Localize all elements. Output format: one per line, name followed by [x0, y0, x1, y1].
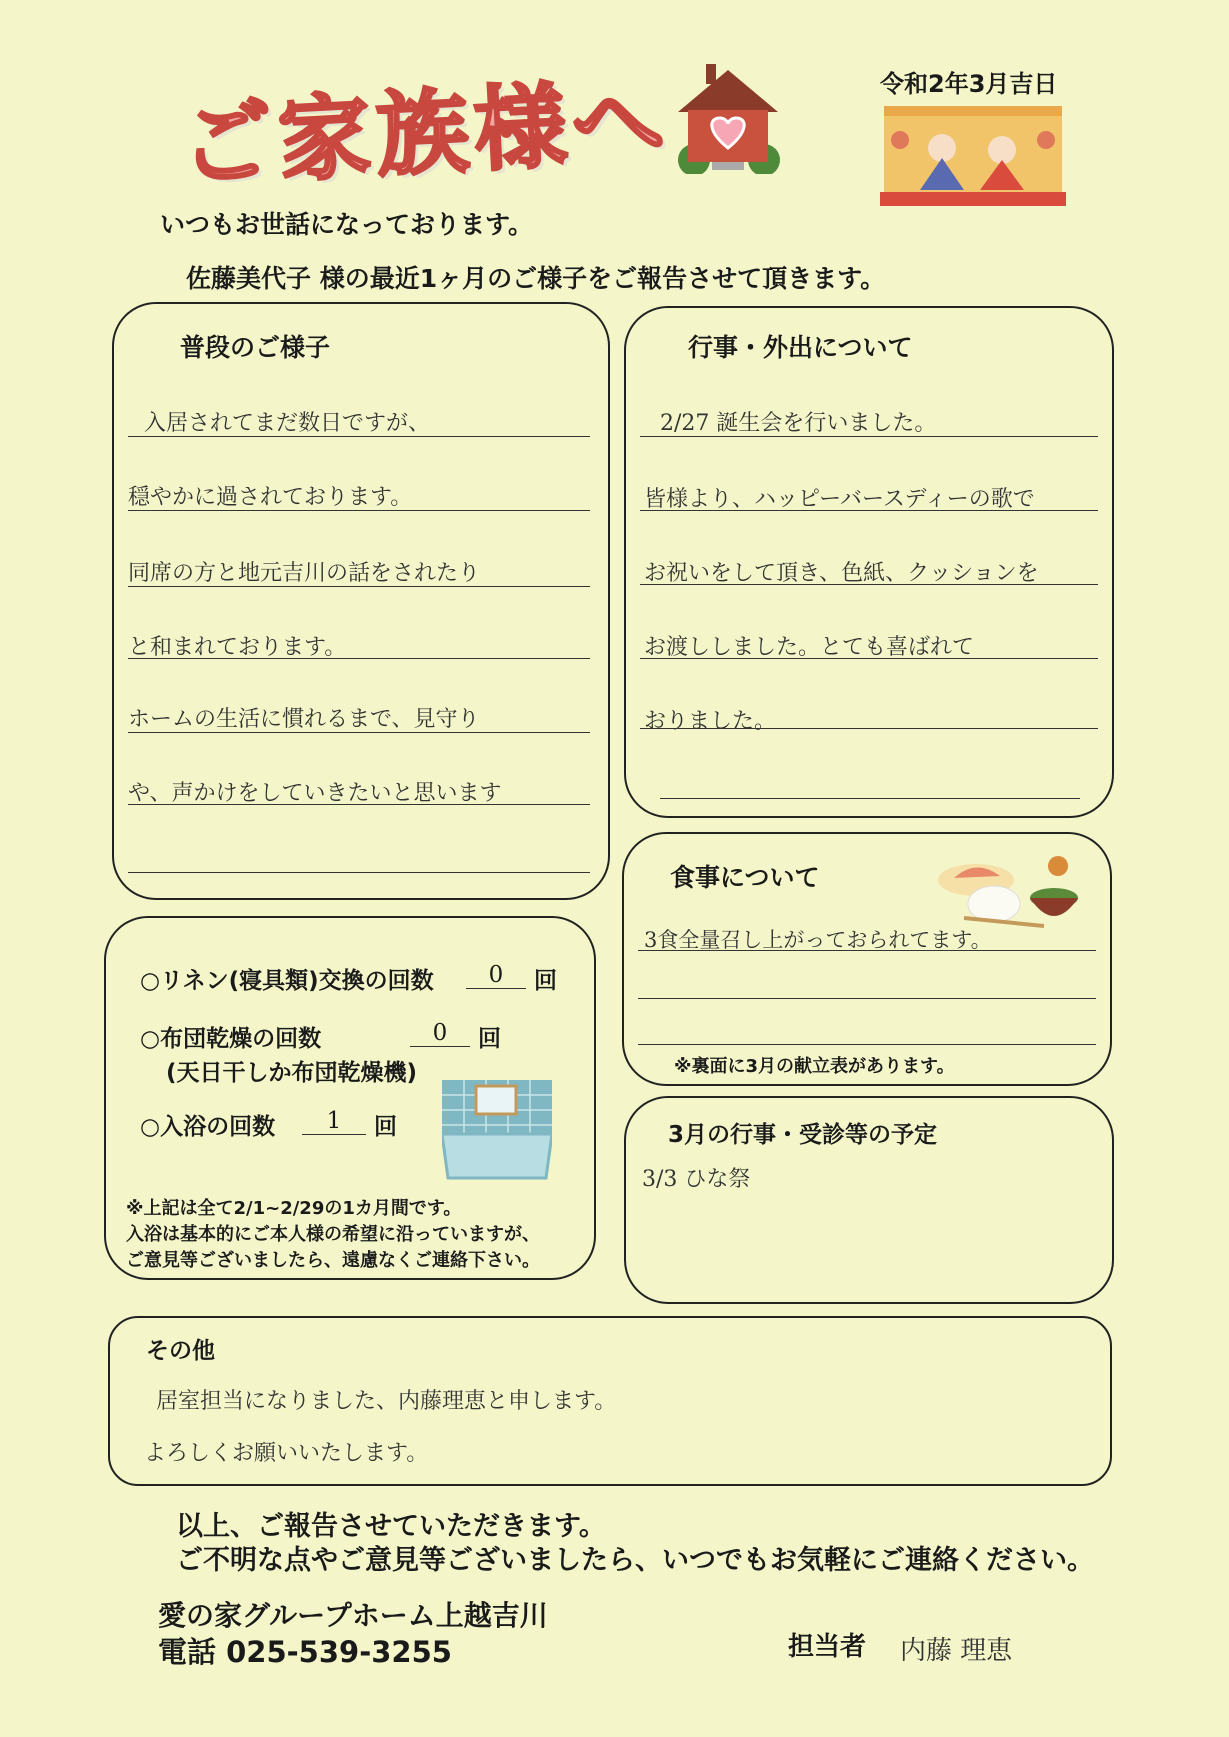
bath-value: 1 [302, 1108, 366, 1135]
linen-label: ○リネン(寝具類)交換の回数 [140, 968, 434, 994]
linen-unit: 回 [534, 968, 557, 994]
futon-unit: 回 [478, 1026, 501, 1052]
meals-title: 食事について [670, 863, 820, 892]
futon-note: (天日干しか布団乾燥機) [166, 1060, 418, 1086]
events-line-2: 皆様より、ハッピーバースディーの歌で [644, 487, 1035, 512]
daily-line-6: や、声かけをしていきたいと思います [128, 781, 502, 806]
other-line-1: 居室担当になりました、内藤理恵と申します。 [156, 1389, 617, 1414]
stats-note-2: 入浴は基本的にご本人様の希望に沿っていますが、 [126, 1224, 540, 1245]
closing-line-2: ご不明な点やご意見等ございましたら、いつでもお気軽にご連絡ください。 [176, 1545, 1094, 1576]
events-section [624, 306, 1114, 818]
other-line-2: よろしくお願いいたします。 [144, 1441, 429, 1466]
stats-section [104, 916, 596, 1280]
futon-value: 0 [410, 1020, 470, 1047]
events-title: 行事・外出について [688, 333, 913, 362]
date-label: 令和2年3月吉日 [880, 70, 1058, 98]
schedule-line-1: 3/3 ひな祭 [642, 1167, 751, 1192]
daily-section [112, 302, 610, 900]
bathtub-icon [442, 1080, 552, 1180]
meals-note: ※裏面に3月の献立表があります。 [674, 1056, 955, 1077]
daily-line-1: 入居されてまだ数日ですが、 [144, 411, 431, 436]
events-line-3: お祝いをして頂き、色紙、クッションを [644, 561, 1039, 586]
schedule-section [624, 1096, 1114, 1304]
intro-greeting: いつもお世話になっております。 [160, 210, 534, 239]
other-title: その他 [146, 1338, 215, 1364]
meal-icon [934, 852, 1084, 932]
stats-note-3: ご意見等ございましたら、遠慮なくご連絡下さい。 [126, 1250, 540, 1271]
closing-line-1: 以上、ご報告させていただきます。 [176, 1511, 606, 1542]
house-icon [668, 62, 786, 174]
hina-dolls-icon [880, 100, 1066, 210]
page-title: ご家族様へ [177, 67, 673, 200]
bath-label: ○入浴の回数 [140, 1114, 276, 1140]
intro-report: 佐藤美代子 様の最近1ヶ月のご様子をご報告させて頂きます。 [186, 264, 886, 293]
events-line-4: お渡ししました。とても喜ばれて [644, 635, 975, 660]
linen-value: 0 [466, 962, 526, 989]
daily-line-2: 穏やかに過されております。 [128, 485, 413, 510]
daily-title: 普段のご様子 [180, 333, 331, 362]
organization-name: 愛の家グループホーム上越吉川 [158, 1599, 548, 1632]
staff-name: 内藤 理恵 [900, 1636, 1013, 1666]
other-section [108, 1316, 1112, 1486]
daily-line-5: ホームの生活に慣れるまで、見守り [128, 707, 480, 732]
events-line-1: 2/27 誕生会を行いました。 [660, 411, 937, 436]
schedule-title: 3月の行事・受診等の予定 [668, 1122, 938, 1148]
stats-note-1: ※上記は全て2/1~2/29の1カ月間です。 [126, 1198, 462, 1219]
meals-line-1: 3食全量召し上がっておられてます。 [644, 928, 992, 952]
meals-section [622, 832, 1112, 1086]
daily-line-3: 同席の方と地元吉川の話をされたり [128, 561, 481, 586]
staff-label: 担当者 [788, 1632, 867, 1662]
futon-label: ○布団乾燥の回数 [140, 1026, 322, 1052]
phone-number: 電話 025-539-3255 [158, 1635, 452, 1669]
events-line-5: おりました。 [644, 709, 777, 734]
daily-line-4: と和まれております。 [128, 635, 347, 660]
bath-unit: 回 [374, 1114, 397, 1140]
